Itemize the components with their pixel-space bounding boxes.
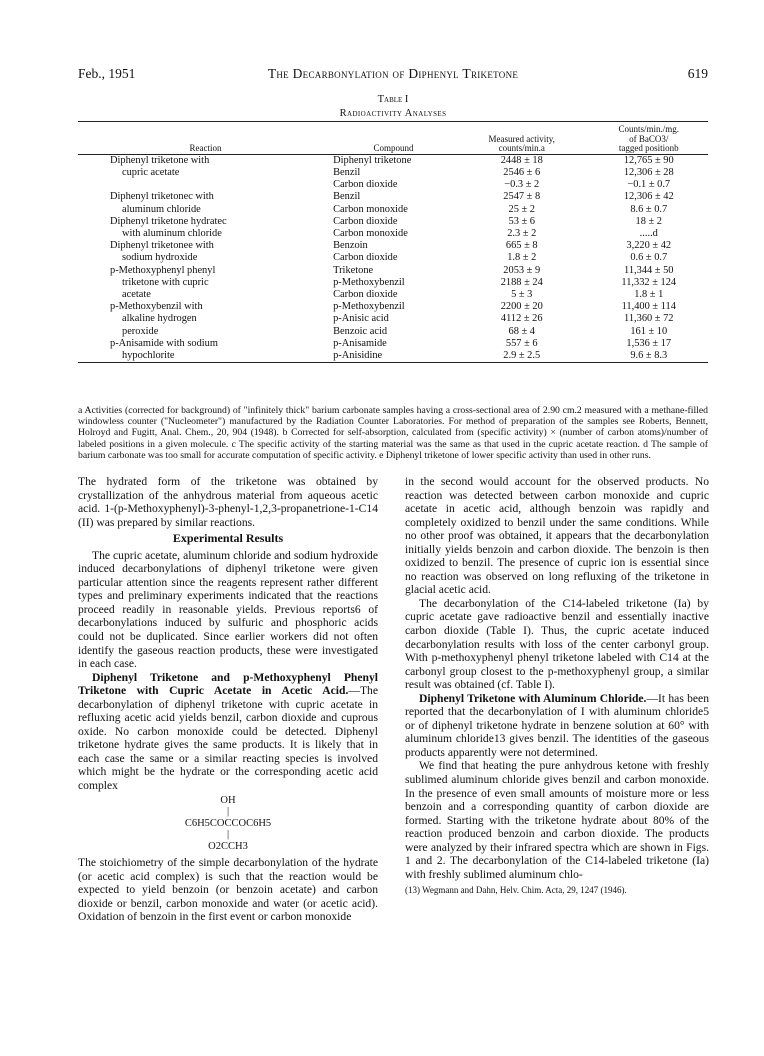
cell-compound: Benzil (333, 191, 361, 203)
cell-activity: 2546 ± 6 (503, 166, 541, 178)
rc-paragraph-3-text: —It has been reported that the decarbonylation of I with aluminum chloride5 or of diphenyl triketone hydrate in benzene solution at 60° with aluminum chloride13 gives benzil. The identities of the gaseous products apparently were not determined. (405, 691, 709, 759)
cell-counts: 11,344 ± 50 (624, 264, 674, 276)
lc-paragraph-2: The cupric acetate, aluminum chloride and sodium hydroxide induced decarbonylations of diphenyl triketone were given particular attention since the reagents represent rather different types and preliminary experiments indicated that the reactions proceed readily in reasonable yields. Previous reports6 of decarbonylations induced by sulfuric and phosphoric acids could not be duplicated. Since earlier workers did not often identify the gaseous reaction products, these were investigated in each case. (78, 548, 378, 671)
cell-activity: 2188 ± 24 (500, 276, 543, 288)
page-number: 619 (687, 66, 708, 81)
table-row (78, 204, 708, 216)
cell-counts: .....d (639, 228, 658, 239)
cell-activity: 557 ± 6 (505, 337, 538, 349)
cell-counts: 12,306 ± 42 (623, 191, 674, 203)
cell-compound: Diphenyl triketone (333, 154, 412, 166)
col-header-counts-line1: Counts/min./mg. (618, 124, 680, 134)
cell-compound: Benzoin (333, 240, 368, 252)
table-row (78, 252, 708, 264)
cell-reaction: Diphenyl triketone with (110, 154, 210, 166)
header-date: Feb., 1951 (78, 66, 136, 81)
cell-reaction: Diphenyl triketonee with (110, 240, 214, 252)
cell-counts: 11,400 ± 114 (621, 301, 676, 313)
table-row (78, 154, 708, 167)
cell-counts: −0.1 ± 0.7 (627, 179, 671, 191)
col-header-activity-line2: counts/min.a (498, 143, 545, 154)
cell-activity: 53 ± 6 (508, 215, 535, 227)
section-heading: Experimental Results (172, 531, 284, 546)
col-header-counts-line3: tagged positionb (618, 143, 679, 154)
cell-counts: 0.6 ± 0.7 (630, 252, 668, 264)
formula-main: C6H5COCCOC6H5 (184, 817, 272, 829)
cell-reaction: alkaline hydrogen (122, 313, 197, 325)
cell-reaction: cupric acetate (122, 166, 180, 178)
table-row (78, 326, 708, 338)
table-title: Radioactivity Analyses (339, 108, 447, 119)
acetic-acid-complex-formula (78, 795, 378, 853)
cell-reaction: hypochlorite (122, 350, 175, 362)
cell-activity: 665 ± 8 (505, 240, 538, 252)
cell-reaction: acetate (122, 289, 151, 301)
col-header-compound-label: Compound (373, 143, 414, 154)
formula-bond-1: | (226, 806, 230, 818)
cell-activity: 5 ± 3 (511, 289, 533, 301)
cell-counts: 9.6 ± 8.3 (630, 350, 668, 362)
cell-activity: 2.3 ± 2 (507, 228, 537, 239)
cell-compound: Triketone (333, 264, 374, 276)
formula-bond-2: | (226, 829, 230, 841)
rc-run-heading: Diphenyl Triketone with Aluminum Chloride. (419, 691, 647, 705)
cell-counts: 161 ± 10 (630, 325, 668, 337)
cell-reaction: peroxide (122, 325, 159, 337)
table-header-row (78, 122, 708, 155)
cell-counts: 8.6 ± 0.7 (630, 203, 668, 215)
table-row (78, 350, 708, 363)
col-header-compound (333, 122, 454, 155)
cell-reaction: aluminum chloride (122, 203, 201, 215)
cell-reaction (78, 179, 333, 191)
formula-oh: OH (220, 794, 236, 806)
cell-compound: p-Methoxybenzil (333, 276, 405, 288)
rc-paragraph-2: The decarbonylation of the C14-labeled triketone (Ia) by cupric acetate gave radioactive benzil and essentially inactive carbon dioxide (Table I). Thus, the cupric acetate induced decarbonylation results with loss of the center carbonyl group. With p-methoxyphenyl phenyl triketone labeled with C14 at the carbonyl group closest to the p-methoxyphenyl group, a similar result was obtained (cf. Table I). (405, 596, 709, 692)
cell-compound: Benzoic acid (333, 325, 388, 337)
cell-reaction: p-Methoxyphenyl phenyl (110, 264, 216, 276)
table-row (78, 265, 708, 277)
table-label: Table I (377, 94, 409, 105)
cell-activity: 2448 ± 18 (500, 154, 543, 166)
cell-compound: Carbon dioxide (333, 179, 398, 191)
table-row (78, 313, 708, 325)
cell-compound: Carbon dioxide (333, 215, 398, 227)
rc-paragraph-4: We find that heating the pure anhydrous ketone with freshly sublimed aluminum chloride gives benzil and carbon monoxide. In the presence of even small amounts of moisture more or less benzoin and a corresponding quantity of carbon dioxide are formed. Starting with the triketone hydrate about 80% of the reaction produced benzoin and carbon dioxide. The products were analyzed by their infrared spectra which are shown in Figs. 1 and 2. The decarbonylation of the C14-labeled triketone (Ia) with freshly sublimed aluminum chlo- (405, 759, 709, 881)
cell-compound: p-Anisic acid (333, 313, 389, 325)
table-row (78, 228, 708, 240)
cell-activity: 2547 ± 8 (503, 191, 541, 203)
cell-activity: 25 ± 2 (508, 203, 535, 215)
col-header-counts (590, 122, 708, 155)
col-header-reaction-label: Reaction (189, 143, 222, 154)
lc-paragraph-3-text: —The decarbonylation of diphenyl triketone with cupric acetate in refluxing acetic acid yields benzil, carbon dioxide and cuprous oxide. No carbon monoxide could be detected. Diphenyl triketone hydrate gives the same products. It is likely that in each case the same or a similar reacting species is involved which might be the hydrate or the corresponding acetic acid complex (78, 684, 378, 793)
cell-reaction: p-Anisamide with sodium (110, 337, 218, 349)
cell-activity: 68 ± 4 (508, 325, 535, 337)
table-row (78, 191, 708, 203)
cell-reaction: Diphenyl triketone hydratec (110, 215, 227, 227)
header-title: The Decarbonylation of Diphenyl Triketone (267, 66, 519, 81)
lc-run-heading: Diphenyl Triketone and p-Methoxyphenyl Phenyl Triketone with Cupric Acetate in Acetic Acid. (78, 670, 378, 698)
table-row (78, 289, 708, 301)
cell-activity: 2053 ± 9 (503, 264, 541, 276)
rc-paragraph-3 (405, 692, 709, 760)
formula-acetate: O2CCH3 (208, 840, 248, 852)
table-row (78, 240, 708, 252)
lc-paragraph-3 (78, 671, 378, 793)
footnote-13: (13) Wegmann and Dahn, Helv. Chim. Acta, 29, 1247 (1946). (405, 885, 627, 896)
cell-compound: Carbon monoxide (333, 228, 408, 239)
cell-activity: 1.8 ± 2 (507, 252, 537, 264)
right-column (405, 475, 709, 896)
cell-reaction: with aluminum chloride (122, 228, 222, 239)
cell-reaction: p-Methoxybenzil with (110, 301, 203, 313)
cell-counts: 12,306 ± 28 (623, 166, 674, 178)
cell-counts: 1,536 ± 17 (626, 337, 672, 349)
cell-counts: 1.8 ± 1 (634, 289, 664, 301)
cell-compound: Benzil (333, 166, 361, 178)
table-row (78, 179, 708, 191)
col-header-reaction (78, 122, 333, 155)
cell-compound: Carbon dioxide (333, 252, 398, 264)
radioactivity-table (78, 121, 708, 363)
cell-activity: −0.3 ± 2 (504, 179, 540, 191)
table-body (78, 154, 708, 362)
lc-paragraph-1: The hydrated form of the triketone was obtained by crystallization of the anhydrous material from aqueous acetic acid. 1-(p-Methoxyphenyl)-3-phenyl-1,2,3-propanetrione-1-C14 (II) was prepared by similar reactions. (78, 475, 378, 529)
cell-reaction: Diphenyl triketonec with (110, 191, 214, 203)
table-caption (78, 93, 708, 121)
cell-compound: p-Anisidine (333, 350, 383, 362)
cell-compound: p-Methoxybenzil (333, 301, 405, 313)
cell-reaction: triketone with cupric (122, 276, 209, 288)
cell-counts: 11,360 ± 72 (624, 313, 674, 325)
cell-counts: 18 ± 2 (635, 215, 662, 227)
table-row (78, 167, 708, 179)
table-row (78, 277, 708, 289)
col-header-counts-line2: of BaCO3/ (629, 133, 669, 144)
col-header-activity (454, 122, 590, 155)
table-row (78, 216, 708, 228)
cell-activity: 4112 ± 26 (500, 313, 543, 325)
table-row (78, 301, 708, 313)
cell-activity: 2.9 ± 2.5 (503, 350, 541, 362)
left-column (78, 475, 378, 924)
cell-compound: Carbon dioxide (333, 289, 398, 301)
lc-paragraph-4: The stoichiometry of the simple decarbonylation of the hydrate (or acetic acid complex) is such that the reaction would be expected to yield benzoin (or benzoin acetate) and carbon dioxide or benzil, carbon monoxide and water (or acetic acid). Oxidation of benzoin in the first event or carbon monoxide (78, 856, 378, 924)
rc-paragraph-1: in the second would account for the observed products. No reaction was detected between carbon monoxide and cupric acetate in acetic acid, although benzoin was rapidly and completely oxidized to benzil under the same conditions. While no other proof was obtained, it appears that the decarbonylation initially yields benzoin and carbon dioxide. The benzoin is then oxidized to benzil. The presence of cupric ion is essential since no reaction was observed on long refluxing of the triketone in glacial acetic acid. (405, 475, 709, 597)
cell-reaction: sodium hydroxide (122, 252, 198, 264)
cell-counts: 3,220 ± 42 (626, 240, 672, 252)
table-row (78, 338, 708, 350)
cell-compound: Carbon monoxide (333, 203, 408, 215)
cell-counts: 11,332 ± 124 (621, 276, 677, 288)
cell-counts: 12,765 ± 90 (623, 154, 674, 166)
col-header-activity-line1: Measured activity, (488, 133, 555, 144)
cell-activity: 2200 ± 20 (500, 301, 543, 313)
table-footnotes: a Activities (corrected for background) of "infinitely thick" barium carbonate samples having a cross-sectional area of 2.90 cm.2 measured with a methane-filled windowless counter ("Nucleometer") manufactured by the Radiation Counter Laboratories. For method of preparation of the samples see Roberts, Bennett, Holroyd and Fugitt, Anal. Chem., 20, 904 (1948). b Corrected for self-absorption, calculated from (specific activity) × (number of carbon atoms)/number of labeled positions in a given molecule. c The specific activity of the starting material was the same as that used in the cupric acetate reaction. d The sample of barium carbonate was too small for accurate computation of specific activity. e Diphenyl triketone of lower specific activity than used in other runs. (78, 405, 708, 461)
table-head (78, 122, 708, 155)
cell-compound: p-Anisamide (333, 337, 387, 349)
